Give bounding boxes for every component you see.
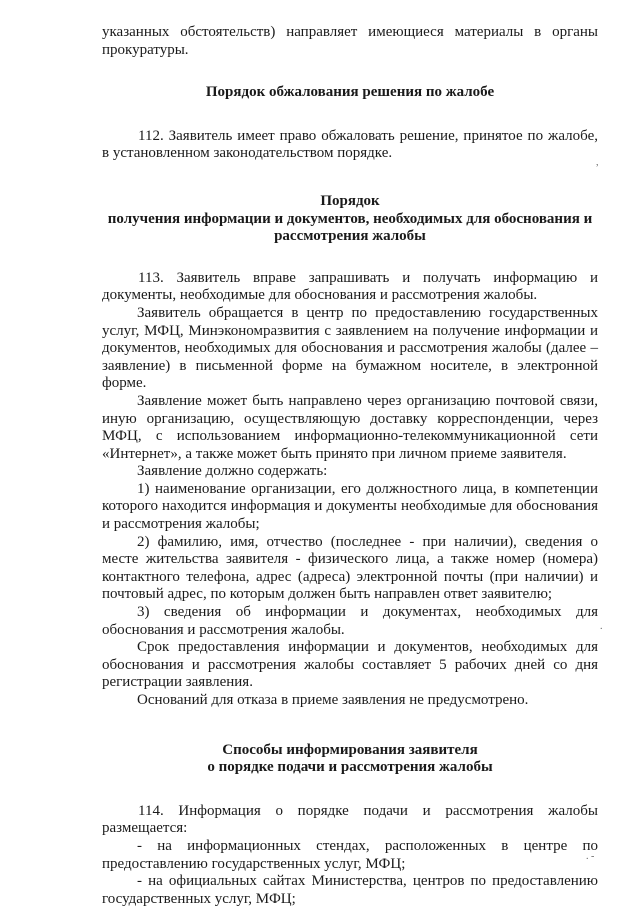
methods-section-heading (102, 742, 598, 777)
paragraph-applies: Заявитель обращается в центр по предоставлению государственных услуг, МФЦ, Минэкономразвития с заявлением на получение информации и документов, необходимых для обоснования и рассмотрения жалобы (далее – заявление) в письменной форме на бумажном носителе, в электронной форме. (102, 304, 598, 392)
paragraph-114: 114. Информация о порядке подачи и рассмотрения жалобы размещается: (102, 802, 598, 837)
paragraph-113: 113. Заявитель вправе запрашивать и получать информацию и документы, необходимые для обоснования и рассмотрения жалобы. (102, 269, 598, 304)
scan-speck: , (596, 157, 599, 168)
paragraph-contain: Заявление должно содержать: (137, 463, 328, 480)
bullet-item-1: - на информационных стендах, расположенных в центре по предоставлению государственных услуг, МФЦ; (102, 837, 598, 872)
info-section-heading (102, 193, 598, 246)
info-heading-line2: получения информации и документов, необходимых для обоснования и рассмотрения жалобы (107, 210, 593, 245)
list-item-3: 3) сведения об информации и документах, необходимых для обоснования и рассмотрения жалобы. (102, 604, 598, 638)
paragraph-sent: Заявление может быть направлено через организацию почтовой связи, иную организацию, осуществляющую доставку корреспонденции, через МФЦ, с использованием информационно-телекоммуникационной сети «Интернет», а также может быть принято при личном приеме заявителя. (102, 392, 598, 462)
methods-heading-line2: о порядке подачи и рассмотрения жалобы (207, 759, 493, 776)
paragraph-112: 112. Заявитель имеет право обжаловать решение, принятое по жалобе, в установленном законодательством порядке. (102, 127, 598, 162)
methods-heading-line1: Способы информирования заявителя (222, 741, 478, 758)
scan-speck: . (600, 621, 603, 632)
appeal-section-heading: Порядок обжалования решения по жалобе (205, 84, 495, 101)
continuation-paragraph: указанных обстоятельств) направляет имеющиеся материалы в органы прокуратуры. (102, 24, 598, 58)
scan-speck: . - (586, 851, 595, 862)
info-heading-line1: Порядок (320, 192, 380, 209)
paragraph-refusal: Оснований для отказа в приеме заявления не предусмотрено. (137, 692, 529, 708)
paragraph-term: Срок предоставления информации и документов, необходимых для обоснования и рассмотрения жалобы составляет 5 рабочих дней со дня регистрации заявления. (102, 639, 598, 691)
list-item-1: 1) наименование организации, его должностного лица, в компетенции которого находится информация и документы необходимые для обоснования и рассмотрения жалобы; (102, 480, 598, 533)
bullet-item-2: - на официальных сайтах Министерства, центров по предоставлению государственных услуг, МФЦ; (102, 873, 598, 907)
list-item-2: 2) фамилию, имя, отчество (последнее - при наличии), сведения о месте жительства заявителя - физического лица, а также номер (номера) контактного телефона, адрес (адреса) электронной почты (при наличии) и почтовый адрес, по которым должен быть направлен ответ заявителю; (102, 533, 598, 603)
